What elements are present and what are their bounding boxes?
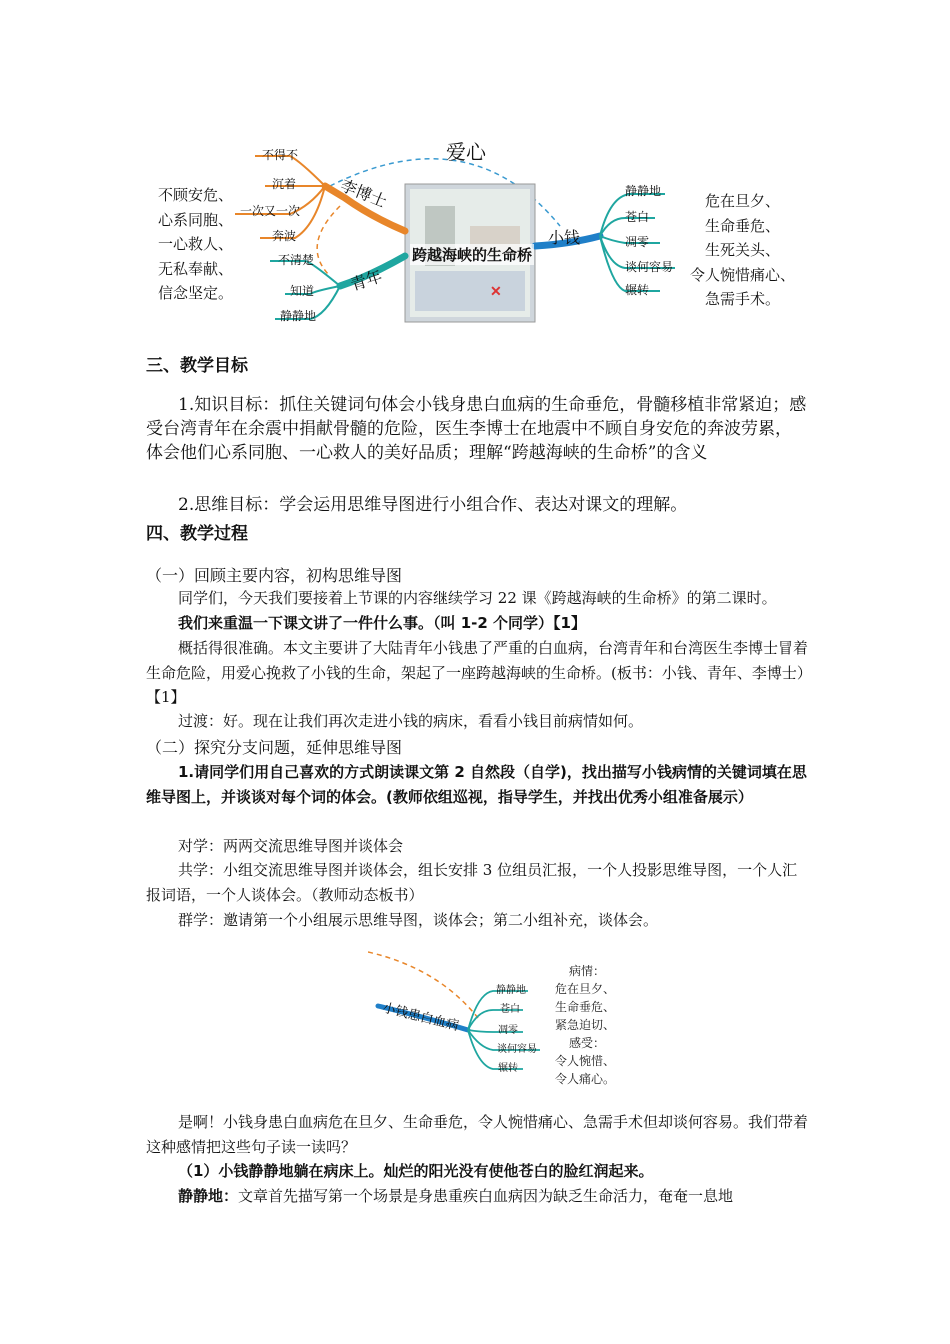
doctor-leaf: 沉着 (272, 177, 297, 191)
illness-leaf: 静静地 (496, 985, 526, 996)
paragraph (146, 1184, 808, 1209)
section-heading: 四、教学过程 (146, 524, 248, 544)
paragraph: 对学：两两交流思维导图并谈体会 (178, 837, 404, 855)
section-heading: 三、教学目标 (146, 356, 248, 376)
paragraph: 同学们，今天我们要接着上节课的内容继续学习 22 课《跨越海峡的生命桥》的第二课时。 (178, 589, 777, 607)
paragraph: 我们来重温一下课文讲了一件什么事。（叫 1-2 个同学）【1】 (178, 614, 586, 632)
branch-youth: 青年 (348, 266, 385, 295)
branch-xiaoqian: 小钱 (548, 228, 581, 247)
doctor-leaf: 奔波 (272, 229, 297, 243)
youth-leaf: 静静地 (280, 309, 317, 323)
illness-leaf: 苍白 (500, 1004, 520, 1015)
paragraph: 群学：邀请第一个小组展示思维导图，谈体会；第二小组补充，谈体会。 (178, 911, 659, 929)
svg-text:✕: ✕ (490, 284, 502, 300)
mindmap-right-text: 危在旦夕、 生命垂危、 生死关头、 令人惋惜痛心、 急需手术。 (690, 192, 796, 308)
right-leaf: 辗转 (625, 283, 650, 297)
paragraph: 1.请同学们用自己喜欢的方式朗读课文第 2 自然段（自学)，找出描写小钱病情的关键词填在思维导图上，并谈谈对每个词的体会。(教师依组巡视，指导学生，并找出优秀小组准备展示） (146, 763, 807, 806)
paragraph: 2.思维目标：学会运用思维导图进行小组合作、表达对课文的理解。 (178, 495, 688, 515)
right-leaf: 苍白 (625, 210, 650, 224)
paragraph: 过渡：好。现在让我们再次走进小钱的病床，看看小钱目前病情如何。 (178, 712, 644, 730)
mindmap-center-title: 跨越海峡的生命桥 (412, 246, 533, 264)
term-text: 文章首先描写第一个场景是身患重疾白血病因为缺乏生命活力，奄奄一息地 (238, 1187, 734, 1205)
subsection-heading: （一）回顾主要内容，初构思维导图 (146, 566, 403, 585)
right-leaf: 静静地 (625, 184, 662, 198)
paragraph: 共学：小组交流思维导图并谈体会，组长安排 3 位组员汇报，一个人投影思维导图，一个人汇报词语，一个人谈体会。（教师动态板书） (146, 861, 798, 904)
mindmap-top-label: 爱心 (446, 140, 486, 164)
youth-leaf: 知道 (290, 284, 315, 298)
right-leaf: 凋零 (625, 235, 650, 249)
illness-notes: 病情： 危在旦夕、 生命垂危、 紧急迫切、 感受： 令人惋惜、 令人痛心。 (555, 964, 616, 1086)
mindmap-left-text: 不顾安危、 心系同胞、 一心救人、 无私奉献、 信念坚定。 (158, 186, 234, 302)
youth-leaf: 不清楚 (278, 253, 315, 267)
paragraph: 概括得很准确。本文主要讲了大陆青年小钱患了严重的白血病，台湾青年和台湾医生李博士冒着生命危险，用爱心挽救了小钱的生命，架起了一座跨越海峡的生命桥。(板书：小钱、青年、李博士）【1】 (146, 639, 809, 706)
paragraph: 是啊！小钱身患白血病危在旦夕、生命垂危，令人惋惜痛心、急需手术但却谈何容易。我们带着这种感情把这些句子读一读吗？ (146, 1113, 809, 1156)
branch-doctor: 李博士 (337, 175, 390, 212)
paragraph: （1）小钱静静地躺在病床上。灿烂的阳光没有使他苍白的脸红润起来。 (178, 1162, 654, 1180)
doctor-leaf: 不得不 (262, 148, 299, 162)
illness-leaf: 凋零 (498, 1025, 518, 1036)
branch-illness: 小钱患白血病 (380, 1000, 461, 1035)
paragraph: 1.知识目标：抓住关键词句体会小钱身患白血病的生命垂危，骨髓移植非常紧迫；感受台湾青年在余震中捐献骨髓的危险，医生李博士在地震中不顾自身安危的奔波劳累，体会他们心系同胞、一心救人的美好品质；理解“跨越海峡的生命桥”的含义 (146, 395, 807, 463)
doctor-leaf: 一次又一次 (240, 204, 301, 218)
illness-leaf: 辗转 (498, 1063, 518, 1074)
term-label: 静静地： (178, 1187, 239, 1205)
right-leaf: 谈何容易 (625, 260, 674, 274)
illness-leaf: 谈何容易 (497, 1044, 537, 1055)
subsection-heading: （二）探究分支问题，延伸思维导图 (146, 738, 403, 757)
